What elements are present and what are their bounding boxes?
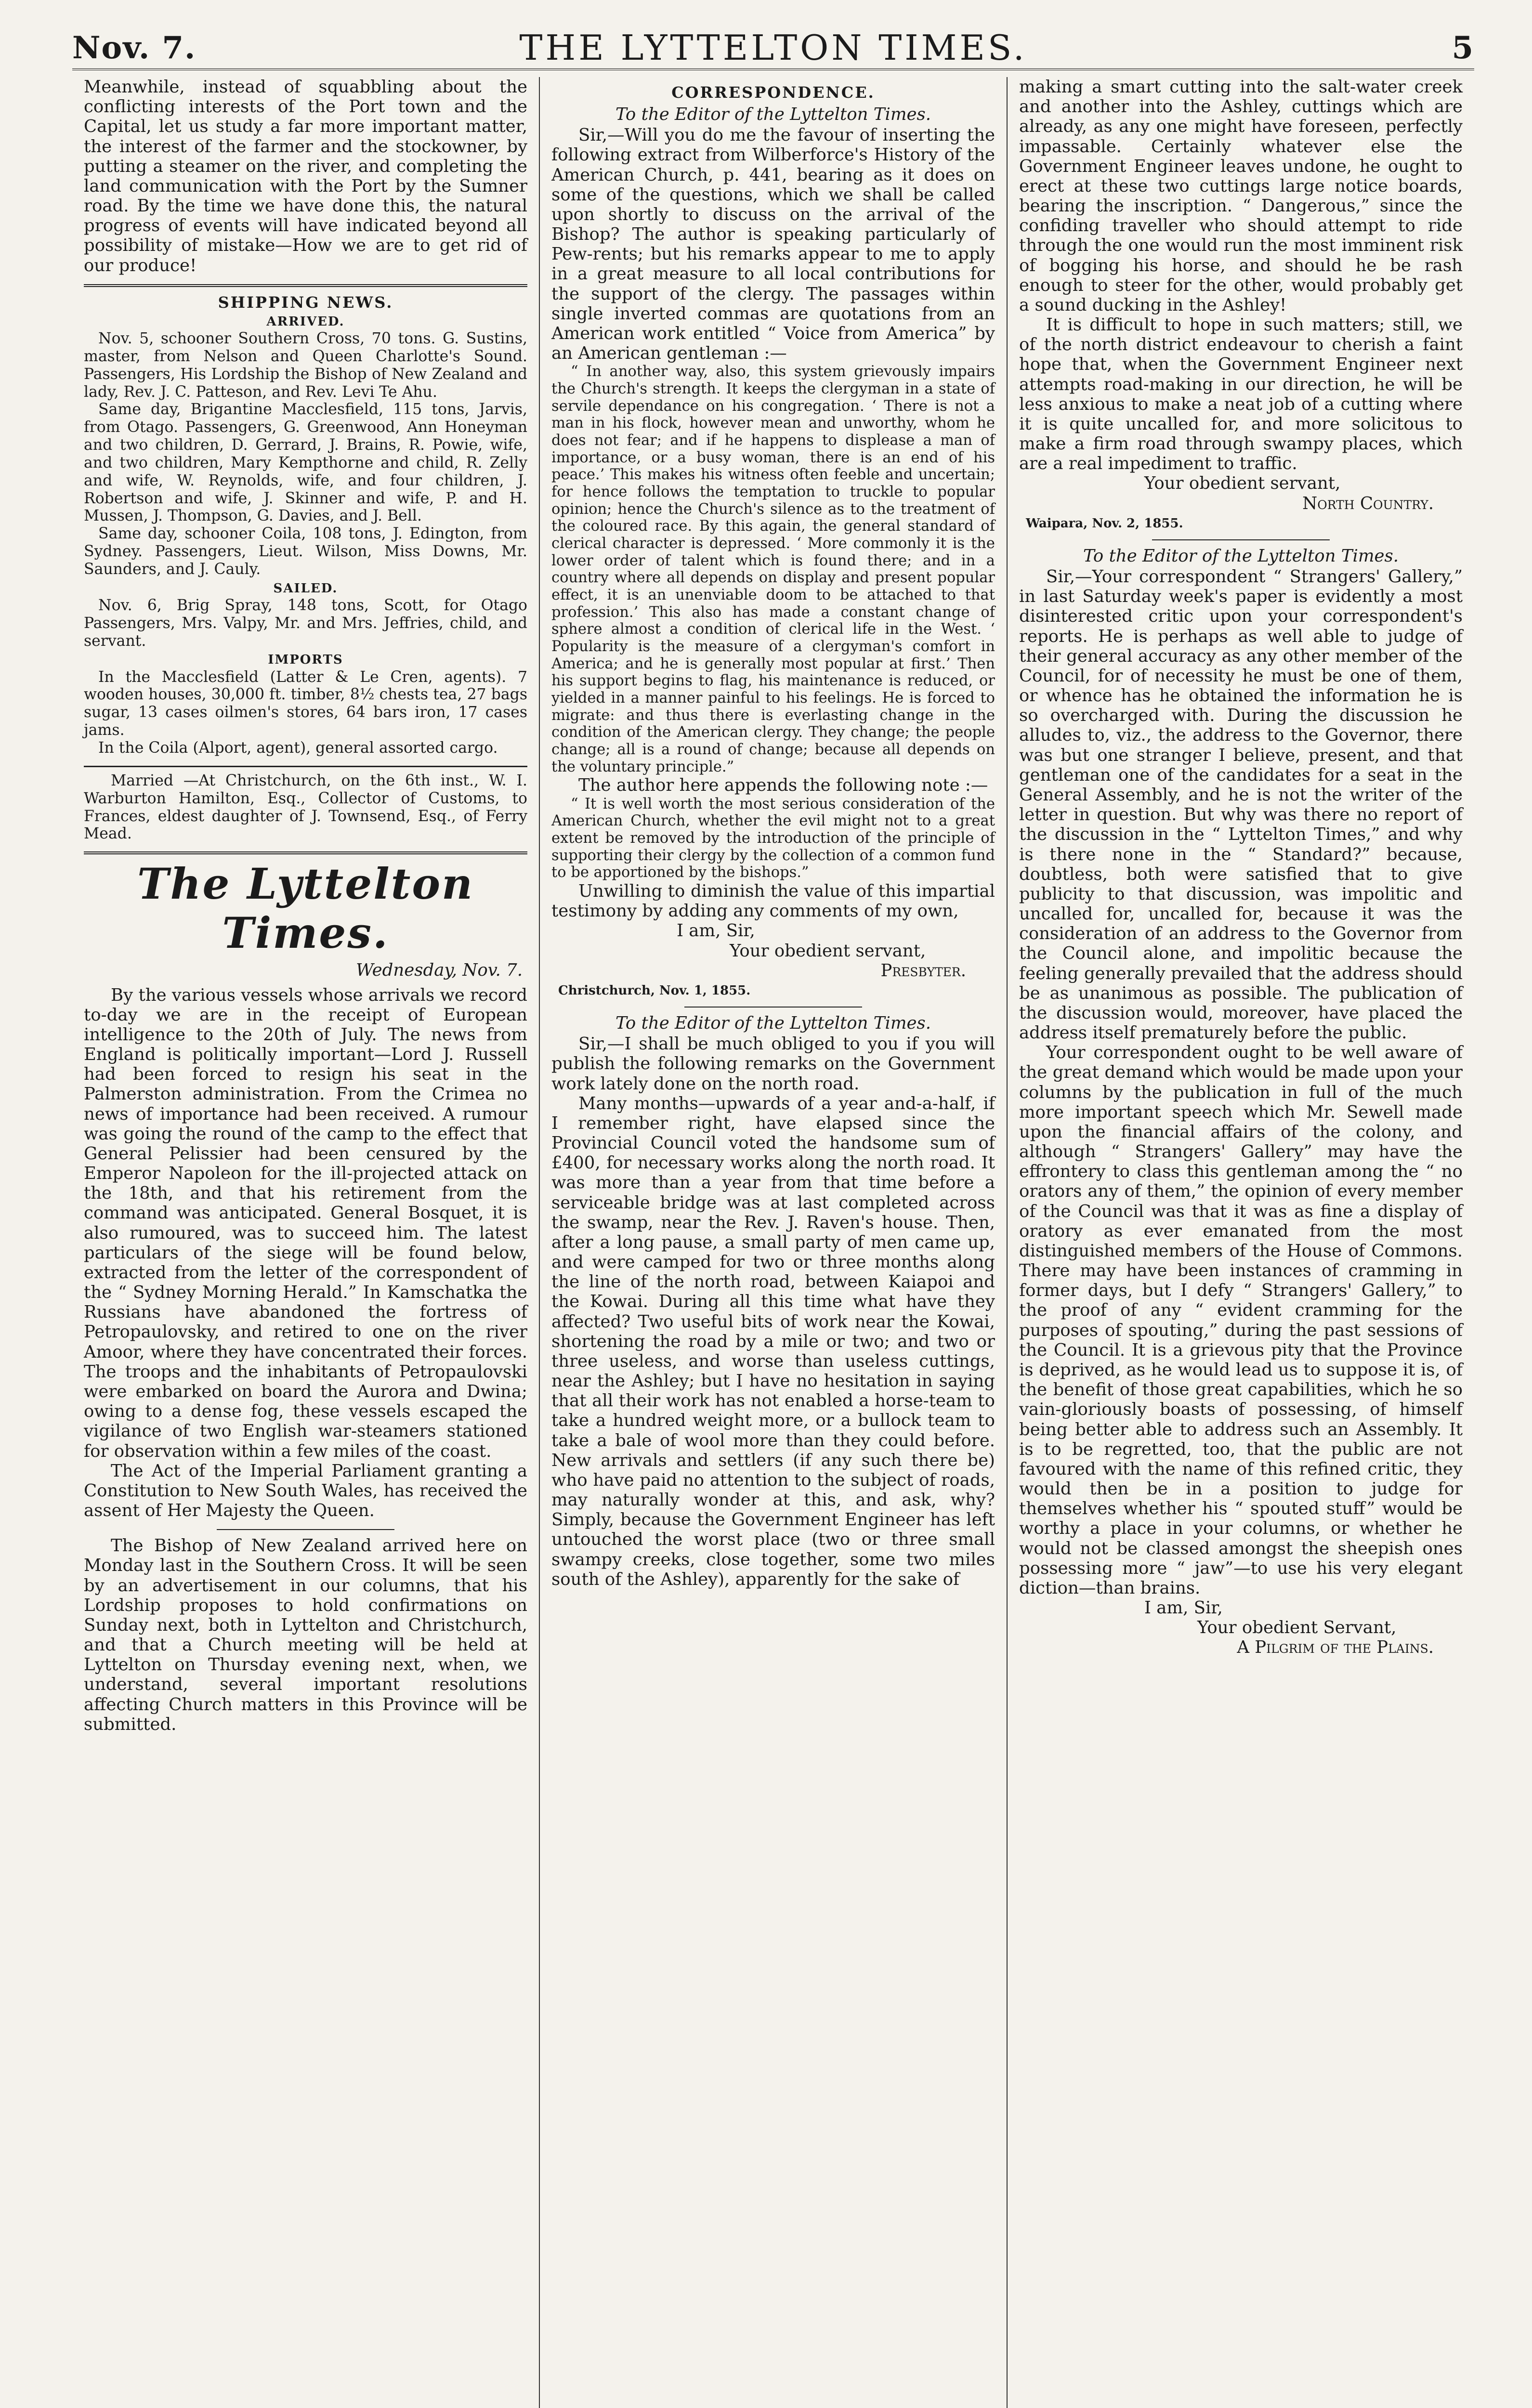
import-item: In the Coila (Alport, agent), general assorted cargo. <box>98 739 498 757</box>
leader-paragraph: The Bishop of New Zealand arrived here on Monday last in the Southern Cross. It will be seen by an advertisement in our columns, that his Lordship proposes to hold confirmations on Sunday next, both in Lyttelton and Christchurch, and that a Church meeting will be held at Lyttelton on Thursday evening next, when, we understand, several important resolutions affecting Church matters in this Province will be submitted. <box>84 1536 527 1734</box>
letter-paragraph: Many months—upwards of a year and-a-half, if I remember right, have elapsed since the Provincial Council voted the handsome sum of £400, for necessary works along the north road. It was more than a year from that time before a serviceable bridge was at last completed across the swamp, near the Rev. J. Raven's house. Then, after a long pause, a small party of men came up, and were camped for two or three months along the line of the north road, between Kaiapoi and the Kowai. During all this time what have they affected? Two useful bits of work near the Kowai, shortening the road by a mile or two; and two or three useless, and worse than useless cuttings, near the Ashley; but I have no hesitation in saying that all their work has not enabled a horse-team to take a hundred weight more, or a bullock team to take a bale of wool more than they could before. New arrivals and settlers (if any such there be) who have paid no attention to the subject of roads, may naturally wonder at this, and ask, why? Simply, because the Government Engineer has left untouched the worst place (two or three small swampy creeks, close together, some two miles south of the Ashley), apparently for the sake of <box>551 1093 995 1589</box>
column-2 <box>539 77 1007 2408</box>
signature-line: I am, Sir, <box>1144 1598 1223 1618</box>
quotation <box>551 796 995 881</box>
arrival-item: Nov. 5, schooner Southern Cross, 70 tons. G. Sustins, master, from Nelson and Queen Charlotte's Sound. Passengers, His Lordship the Bishop of New Zealand and lady, Rev. J. C. Patteson, and Rev. Levi Te Ahu. <box>84 329 527 401</box>
signature-line: Your obedient servant, <box>730 941 926 961</box>
column-3 <box>1007 77 1474 2408</box>
divider <box>1152 539 1329 540</box>
quote-text: “ It is well worth the most serious consideration of the American Church, whether the evil might not to a great extent be removed by the introduction of the principle of supporting their clergy by the collection of a common fund to be apportioned by the bishops.” <box>551 795 995 881</box>
letter-paragraph: The author here appends the following note :— <box>578 775 988 796</box>
arrival-item: Same day, Brigantine Macclesfield, 115 tons, Jarvis, from Otago. Passengers, G. Greenwood, Ann Honeyman and two children, D. Gerrard, J. Brains, R. Powie, wife, and two children, Mary Kempthorne and child, R. Zelly and wife, W. Reynolds, wife, and four children, J. Robertson and wife, J. Skinner and wife, P. and H. Mussen, J. Thompson, G. Davies, and J. Bell. <box>84 401 527 525</box>
shipping-arrivals <box>84 330 527 578</box>
quotation <box>551 363 995 775</box>
marriage-text: Married —At Christchurch, on the 6th inst., W. I. Warburton Hamilton, Esq., Collector of Customs, to Frances, eldest daughter of J. Townsend, Esq., of Ferry Mead. <box>84 772 527 843</box>
divider <box>84 766 527 767</box>
imports-heading: IMPORTS <box>268 653 343 667</box>
signature-name: North Country. <box>1302 493 1434 513</box>
letter-paragraph: Unwilling to diminish the value of this impartial testimony by adding any comments of my own, <box>551 881 995 921</box>
letter-paragraph: making a smart cutting into the salt-water creek and another into the Ashley, cuttings which are already, as any one might have foreseen, perfectly impassable. Certainly whatever else the Government Engineer leaves undone, he ought to erect at these two cuttings large notice boards, bearing the inscription. “ Dangerous,” since the confiding traveller who should attempt to ride through the one would run the most imminent risk of bogging his horse, and should he be rash enough to steer for the other, would probably get a sound ducking in the Ashley! <box>1019 77 1463 315</box>
letter-place-date: Christchurch, Nov. 1, 1855. <box>558 983 751 998</box>
shipping-news-heading: SHIPPING NEWS. <box>218 293 393 312</box>
letter-paragraph: Sir,—I shall be much obliged to you if you will publish the following remarks on the Government work lately done on the north road. <box>551 1034 995 1094</box>
arrival-item: Same day, schooner Coila, 108 tons, J. Edington, from Sydney. Passengers, Lieut. Wilson, Miss Downs, Mr. Saunders, and J. Cauly. <box>84 525 527 578</box>
letter-address: To the Editor of the Lyttelton Times. <box>1083 546 1399 566</box>
divider <box>84 284 527 287</box>
sailed-item: Nov. 6, Brig Spray, 148 tons, Scott, for Otago Passengers, Mrs. Valpy, Mr. and Mrs. Jeffries, child, and servant. <box>84 596 527 650</box>
leader-paragraph: The Act of the Imperial Parliament granting a Constitution to New South Wales, has received the assent of Her Majesty the Queen. <box>84 1461 527 1521</box>
page-date: Nov. 7. <box>72 29 196 66</box>
letter-paragraph: Sir,—Your correspondent “ Strangers' Gallery,” in last Saturday week's paper is evidently a most disinterested critic upon your correspondent's reports. He is perhaps as well able to judge of their general accuracy as any other member of the Council, for of necessity he must be one of them, or whence has he obtained the information he is so overcharged with. During the discussion he alludes to, viz., the address to the Governor, there was but one stranger I believe, present, and that gentleman one of the candidates for a seat in the General Assembly, and he is not the writer of the letter in question. But why was there no report of the discussion in the “ Lyttelton Times,” and why is there none in the “ Standard?” because, doubtless, both were satisfied that to give publicity to that discussion, was impolitic and uncalled for, uncalled for, because it was the consideration of an address to the Governor from the Council alone, and impolitic because the feeling generally prevailed that the address should be as unanimous as possible. The publication of the discussion would, moreover, have placed the address itself prematurely before the public. <box>1019 567 1463 1043</box>
letter-paragraph: Sir,—Will you do me the favour of inserting the following extract from Wilberforce's History of the American Church, p. 441, bearing as it does on some of the questions, which we shall be called upon shortly to discuss on the arrival of the Bishop? The author is speaking particularly of Pew-rents; but his remarks appear to me to apply in a great measure to all local contributions for the support of the clergy. The passages within single inverted commas are quotations from an American work entitled “ Voice from America” by an American gentleman :— <box>551 125 995 364</box>
divider <box>84 851 527 854</box>
signature-name: Presbyter. <box>880 960 966 981</box>
signature-line: Your obedient Servant, <box>1197 1618 1397 1638</box>
intro-paragraph: Meanwhile, instead of squabbling about the conflicting interests of the Port town and the Capital, let us study a far more important matter, the interest of the farmer and the stockowner, by putting a steamer on the river, and completing the land communication with the Port by the Sumner road. By the time we have done this, the natural progress of events will have indicated beyond all possibility of mistake—How we are to get rid of our produce! <box>84 77 527 275</box>
leader-date: Wednesday, Nov. 7. <box>356 960 523 981</box>
correspondence-heading: CORRESPONDENCE. <box>671 83 875 102</box>
letter-address: To the Editor of the Lyttelton Times. <box>615 1013 931 1034</box>
page-number: 5 <box>1452 29 1474 66</box>
arrived-heading: ARRIVED. <box>266 314 345 329</box>
newspaper-title: THE LYTTELTON TIMES. <box>519 27 1027 68</box>
quote-text: “ In another way, also, this system grievously impairs the Church's strength. It keeps the clergyman in a state of servile dependance on his congregation. ‘ There is not a man in his flock, however mean and unworthy, whom he does not fear; and if he happens to displease a man of importance, or a busy woman, there is an end of his peace.’ This makes his witness often feeble and uncertain; for hence follows the temptation to truckle to popular opinion; hence the Church's silence as to the treatment of the coloured race. By this again, the general standard of clerical character is depressed. ‘ More commonly it is the lower order of talent which is found there; and in a country where all depends on display and present popular effect, it is an unenviable doom to be attached to that profession.’ This also has made a constant change of sphere almost a condition of clerical life in the West. ‘ Popularity is the measure of a clergyman's comfort in America; and he is generally most popular at first.’ Then his support begins to flag, his maintenance is reduced, or yielded in a manner painful to his feelings. He is forced to migrate: and thus there is everlasting change in the condition of the American clergy. They change; the people change; all is a round of change; because all depends on the voluntary principle.” <box>551 363 995 775</box>
signature-line: I am, Sir, <box>677 921 755 941</box>
signature-name: A Pilgrim of the Plains. <box>1237 1637 1434 1658</box>
letter-address: To the Editor of the Lyttelton Times. <box>615 105 931 125</box>
columns <box>72 77 1474 2408</box>
masthead <box>72 27 1474 70</box>
import-item: In the Macclesfield (Latter & Le Cren, agents). 7 wooden houses, 30,000 ft. timber, 8½ chests tea, 27 bags sugar, 13 cases oilmen's stores, 64 bars iron, 17 cases jams. <box>84 668 527 739</box>
leader-paragraph: By the various vessels whose arrivals we record to-day we are in the receipt of European intelligence to the 20th of July. The news from England is politically important—Lord J. Russell had been forced to resign his seat in the Palmerston administration. From the Crimea no news of importance had been received. A rumour was going the round of the camp to the effect that General Pelissier had been censured by the Emperor Napoleon for the ill-projected attack on the 18th, and that his retirement from the command was anticipated. General Bosquet, it is also rumoured, was to succeed him. The latest particulars of the siege will be found below, extracted from the letter of the correspondent of the “ Sydney Morning Herald.” In Kamschatka the Russians have abandoned the fortress of Petropaulovsky, and retired to one on the river Amoor, where they have concentrated their forces. The troops and the inhabitants of Petropaulovski were embarked on board the Aurora and Dwina; owing to a dense fog, these vessels escaped the vigilance of two English war-steamers stationed for observation within a few miles of the coast. <box>84 985 527 1461</box>
sailed-heading: SAILED. <box>273 581 338 596</box>
divider <box>217 1529 394 1530</box>
shipping-imports <box>84 668 527 757</box>
shipping-sailed <box>84 597 527 650</box>
paper-title: The Lyttelton Times. <box>137 859 474 958</box>
letter-paragraph: Your correspondent ought to be well aware of the great demand which would be made upon your columns by the publication in full of the much more important speech which Mr. Sewell made upon the financial affairs of the colony, and although “ Strangers' Gallery” may have the effrontery to class this gentleman among the “ no orators any of them,” the opinion of every member of the Council was that it was as fine a display of oratory as ever emanated from the most distinguished members of the House of Commons. There may have been instances of cramming in former days, but I defy “ Strangers' Gallery,” to the proof of any “ evident cramming for the purposes of spouting,” during the past sessions of the Council. It is a grievous pity that the Province is deprived, as he would lead us to suppose it is, of the benefit of those great capabilities, which he so vain-gloriously boasts of possessing, of himself being better able to address such an Assembly. It is to be regretted, too, that the public are not favoured with the name of this refined critic, they would then be in a position to judge for themselves whether his “ spouted stuff” would be worthy a place in your columns, or whether he would not be classed amongst the sheepish ones possessing more “ jaw”—to use his very elegant diction—than brains. <box>1019 1043 1463 1598</box>
signature-line: Your obedient servant, <box>1144 473 1341 494</box>
column-1 <box>72 77 539 2408</box>
divider <box>684 1007 862 1008</box>
marriage-notice <box>84 772 527 843</box>
letter-place-date: Waipara, Nov. 2, 1855. <box>1026 516 1183 531</box>
letter-paragraph: It is difficult to hope in such matters; still, we of the north district endeavour to cherish a faint hope that, when the Government Engineer next attempts road-making in our direction, he will be less anxious to make a neat job of a cutting where it is quite uncalled for, and more solicitous to make a firm road through swampy places, which are a real impediment to traffic. <box>1019 315 1463 474</box>
